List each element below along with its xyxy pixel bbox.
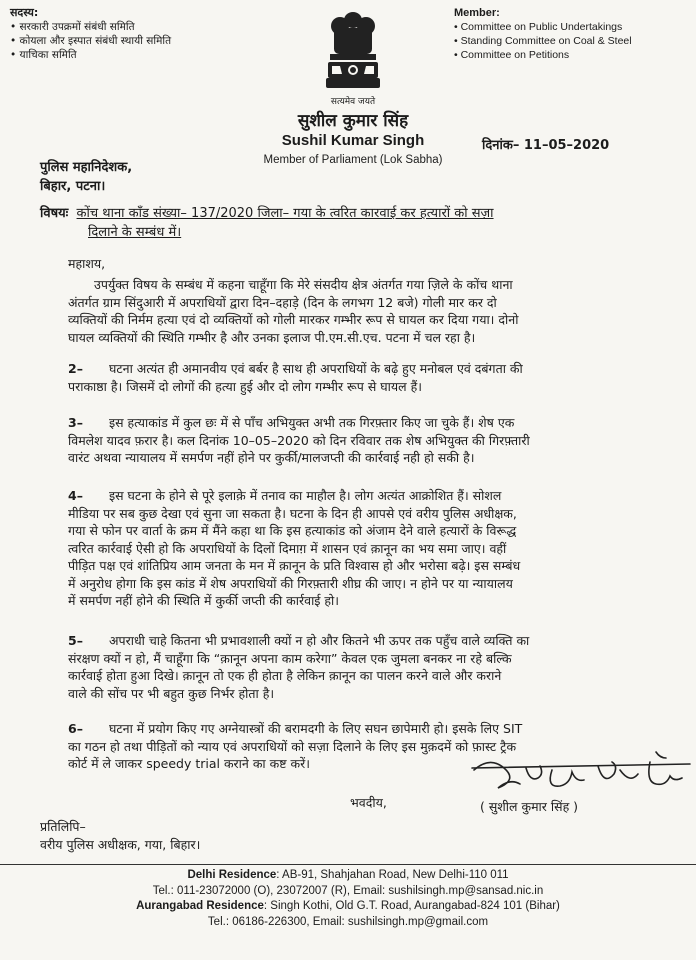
paragraph-number: 3– bbox=[68, 415, 83, 430]
committee-item: • सरकारी उपक्रमों संबंधी समिति bbox=[10, 21, 135, 33]
committees-hindi bbox=[10, 6, 280, 62]
paragraph-2: 2– घटना अत्यंत ही अमानवीय एवं बर्बर है साथ ही अपराधियों के बढ़े हुए मनोबल एवं दबंगता की पराकाष्ठा है। जिसमें दो लोगों की हत्या हुई और दो लोग गम्भीर रूप से घायल हैं। bbox=[68, 361, 523, 394]
paragraph-number: 2– bbox=[68, 361, 83, 376]
addressee-line: बिहार, पटना। bbox=[40, 179, 106, 194]
paragraph-6: 6– घटना में प्रयोग किए गए अग्नेयास्त्रों की बरामदगी के लिए सघन छापेमारी हो। इसके लिए SIT का गठन हो तथा पीड़ितों को न्याय एवं अपराधियों को सज़ा दिलाने के लिए इस मुक़दमें को फ़ास्ट ट्रैक कोर्ट में ले जाकर speedy trial कराने का कष्ट करें। bbox=[68, 721, 523, 771]
national-emblem-icon bbox=[318, 6, 388, 106]
emblem-motto: सत्यमेव जयते bbox=[330, 97, 376, 107]
delhi-label: Delhi Residence bbox=[187, 869, 277, 881]
paragraph-1: उपर्युक्त विषय के सम्बंध में कहना चाहूँगा कि मेरे संसदीय क्षेत्र अंतर्गत गया ज़िले के कोंच थाना अंतर्गत ग्राम सिंदुआरी में अपराधियों द्वारा दिन–दहाड़े (दिन के लगभग 12 बजे) गोली मार कर दो व्यक्तियों की निर्मम हत्या एवं दो व्यक्तियों को गोली मारकर गम्भीर रूप से घायल कर दिया गया। दोनो घायल व्यक्तियों की स्थिति गम्भीर है और उनका इलाज पी.एम.सी.एच. पटना में चल रहा है। bbox=[68, 277, 519, 345]
addressee bbox=[40, 158, 240, 196]
committees-english-title: Member: bbox=[454, 7, 500, 19]
paragraph-number: 5– bbox=[68, 633, 83, 648]
paragraph-3: 3– इस हत्याकांड में कुल छः में से पाँच अभियुक्त अभी तक गिरफ़्तार किए जा चुके हैं। शेष एक विमलेश यादव फ़रार है। कल दिनांक 10–05–2020 को दिन रविवार तक शेष अभियुक्त की गिरफ़्तारी वारंट अथवा न्यायालय में समर्पण नहीं होने पर कुर्की/मालजप्ती की कार्रवाई नही हो सकी है। bbox=[68, 415, 530, 465]
footer bbox=[0, 868, 696, 930]
copy-to-recipient: वरीय पुलिस अधीक्षक, गया, बिहार। bbox=[40, 837, 201, 852]
committees-english bbox=[454, 6, 694, 62]
closing: भवदीय, bbox=[350, 795, 387, 810]
paragraph-4: 4– इस घटना के होने से पूरे इलाक़े में तनाव का माहौल है। लोग अत्यंत आक्रोशित हैं। सोशल मीडिया पर सब कुछ देखा एवं सुना जा सकता है। घटना के दिन ही आपसे एवं वरीय पुलिस अधीक्षक, गया से फोन पर वार्ता के क्रम में मैंने कहा था कि इस हत्याकांड को अंजाम देने वाले हत्यारों के विरूद्ध त्वरित कार्रवाई ऐसी हो कि अपराधियों के दिलों दिमाग़ में शासन एवं क़ानून का भय समा जाए। वहीं पीड़ित पक्ष एवं शांतिप्रिय आम जनता के मन में क़ानून के प्रति विश्वास हो और भरोसा बढ़े। इस सम्बंध में अनुरोध होगा कि इस कांड में शेष अपराधियों की गिरफ़्तारी शीघ्र की जाए। न होने पर या न्यायालय में समर्पण नहीं होने की स्थिति में कुर्की जप्ती की कार्रवाई हो। bbox=[68, 488, 521, 608]
committee-item: • Standing Committee on Coal & Steel bbox=[454, 35, 632, 47]
sender-name-english: Sushil Kumar Singh bbox=[281, 132, 425, 149]
aurangabad-label: Aurangabad Residence bbox=[136, 900, 264, 912]
aurangabad-contact: Tel.: 06186-226300, Email: sushilsingh.mp@gmail.com bbox=[207, 915, 489, 928]
delhi-address: : AB-91, Shahjahan Road, New Delhi-110 011 bbox=[276, 869, 509, 881]
signatory-name: ( सुशील कुमार सिंह ) bbox=[480, 799, 579, 814]
copy-to bbox=[40, 818, 200, 854]
subject-line: कोंच थाना काँड संख्या– 137/2020 जिला– गया के त्वरित कारवाई कर हत्यारों को सज़ा bbox=[76, 206, 494, 221]
committee-item: • कोयला और इस्पात संबंधी स्थायी समिति bbox=[10, 35, 172, 47]
footer-divider bbox=[0, 864, 696, 865]
addressee-line: पुलिस महानिदेशक, bbox=[40, 160, 133, 175]
subject-label: विषयः bbox=[40, 206, 69, 221]
subject-line: दिलाने के सम्बंध में। bbox=[88, 225, 182, 240]
delhi-contact: Tel.: 011-23072000 (O), 23072007 (R), Email: sushilsingh.mp@sansad.nic.in bbox=[152, 884, 544, 897]
copy-to-label: प्रतिलिपि– bbox=[40, 819, 86, 834]
paragraph-number: 6– bbox=[68, 721, 83, 736]
committee-item: • Committee on Public Undertakings bbox=[454, 21, 623, 33]
paragraph-number: 4– bbox=[68, 488, 83, 503]
letter-date: दिनांक– 11–05–2020 bbox=[482, 138, 610, 153]
committee-item: • याचिका समिति bbox=[10, 49, 77, 61]
subject bbox=[40, 204, 660, 242]
committees-hindi-title: सदस्य: bbox=[10, 6, 39, 19]
committee-item: • Committee on Petitions bbox=[454, 49, 570, 61]
aurangabad-address: : Singh Kothi, Old G.T. Road, Aurangabad-824 101 (Bihar) bbox=[263, 900, 560, 912]
paragraph-5: 5– अपराधी चाहे कितना भी प्रभावशाली क्यों न हो और कितने भी ऊपर तक पहुँच वाले व्यक्ति का संरक्षण क्यों न हो, मैं चाहूँगा कि “क़ानून अपना काम करेगा” केवल एक जुमला बनकर ना रहे बल्कि कार्रवाई होता हुआ दिखे। क़ानून तो एक ही होता है लेकिन क़ानून का पालन करने वाले और कराने वाले की सोंच पर भी बहुत कुछ निर्भर होता है। bbox=[68, 633, 530, 701]
sender-designation: Member of Parliament (Lok Sabha) bbox=[263, 154, 443, 166]
salutation: महाशय, bbox=[68, 256, 106, 271]
sender-name-hindi: सुशील कुमार सिंह bbox=[297, 111, 409, 131]
